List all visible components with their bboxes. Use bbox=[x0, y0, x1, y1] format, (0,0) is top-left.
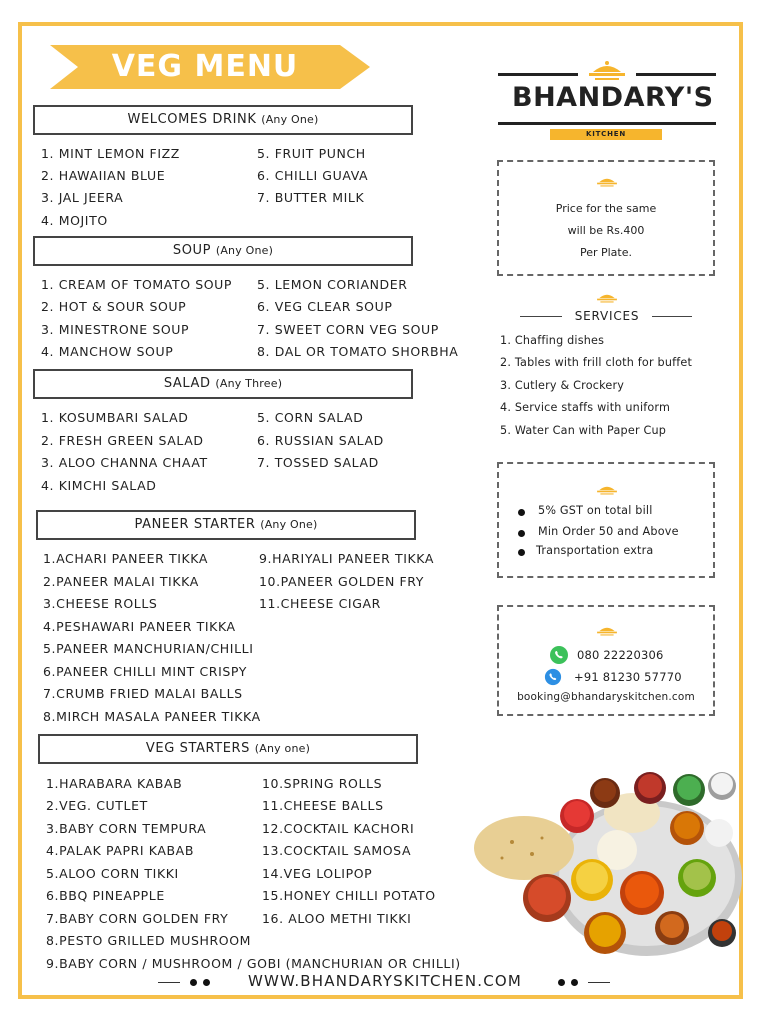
menu-item: 16. ALOO METHI TIKKI bbox=[262, 911, 412, 926]
phone-icon bbox=[544, 668, 562, 686]
brand-name: BHANDARY'S bbox=[512, 82, 714, 113]
section-header-soup bbox=[33, 236, 413, 266]
price-text: Price for the same bbox=[555, 202, 657, 215]
price-text: Per Plate. bbox=[579, 246, 633, 259]
section-header-veg-starters bbox=[38, 734, 418, 764]
menu-item: 15.HONEY CHILLI POTATO bbox=[262, 888, 436, 903]
menu-item: 11.CHEESE CIGAR bbox=[259, 596, 381, 611]
price-text: will be Rs.400 bbox=[567, 224, 645, 237]
menu-item: 3.BABY CORN TEMPURA bbox=[46, 821, 207, 836]
menu-item: 4. MOJITO bbox=[41, 213, 108, 228]
menu-item: 8.PESTO GRILLED MUSHROOM bbox=[46, 933, 252, 948]
service-item: 5. Water Can with Paper Cup bbox=[500, 424, 667, 437]
menu-item: 1. CREAM OF TOMATO SOUP bbox=[41, 277, 233, 292]
note-item: 5% GST on total bill bbox=[538, 504, 653, 517]
section-header-salad bbox=[33, 369, 413, 399]
divider-line bbox=[520, 316, 562, 317]
menu-item: 2. HOT & SOUR SOUP bbox=[41, 299, 187, 314]
menu-item: 1.HARABARA KABAB bbox=[46, 776, 183, 791]
menu-item: 3. MINESTRONE SOUP bbox=[41, 322, 190, 337]
section-subtitle: (Any one) bbox=[254, 742, 311, 755]
thali-food-image bbox=[472, 768, 742, 968]
menu-item: 4.PESHAWARI PANEER TIKKA bbox=[43, 619, 236, 634]
menu-item: 3. JAL JEERA bbox=[41, 190, 124, 205]
note-item: Transportation extra bbox=[536, 544, 654, 557]
email-address: booking@bhandaryskitchen.com bbox=[517, 691, 695, 703]
section-subtitle: (Any Three) bbox=[215, 377, 283, 390]
serving-dish-icon bbox=[596, 290, 618, 304]
section-title: VEG STARTERS bbox=[145, 741, 251, 756]
menu-item: 7. TOSSED SALAD bbox=[257, 455, 379, 470]
bullet-icon bbox=[518, 509, 525, 516]
service-item: 4. Service staffs with uniform bbox=[500, 401, 671, 414]
menu-item: 11.CHEESE BALLS bbox=[262, 798, 384, 813]
bullet-icon bbox=[518, 530, 525, 537]
menu-item: 7. SWEET CORN VEG SOUP bbox=[257, 322, 439, 337]
menu-item: 6.BBQ PINEAPPLE bbox=[46, 888, 165, 903]
menu-item: 2. HAWAIIAN BLUE bbox=[41, 168, 166, 183]
menu-item: 6. CHILLI GUAVA bbox=[257, 168, 369, 183]
dot-icon bbox=[571, 979, 578, 986]
contact-box bbox=[497, 605, 715, 716]
bullet-icon bbox=[518, 549, 525, 556]
serving-dish-icon bbox=[596, 482, 618, 496]
menu-item: 13.COCKTAIL SAMOSA bbox=[262, 843, 412, 858]
menu-item: 12.COCKTAIL KACHORI bbox=[262, 821, 415, 836]
menu-item: 6. RUSSIAN SALAD bbox=[257, 433, 384, 448]
menu-item: 9.HARIYALI PANEER TIKKA bbox=[259, 551, 435, 566]
dot-icon bbox=[558, 979, 565, 986]
menu-item: 4. KIMCHI SALAD bbox=[41, 478, 157, 493]
divider-line bbox=[588, 982, 610, 983]
page-title: VEG MENU bbox=[111, 49, 299, 84]
menu-item: 10.PANEER GOLDEN FRY bbox=[259, 574, 425, 589]
menu-item: 14.VEG LOLIPOP bbox=[262, 866, 373, 881]
menu-item: 8. DAL OR TOMATO SHORBHA bbox=[257, 344, 459, 359]
whatsapp-number: 080 22220306 bbox=[577, 648, 664, 662]
menu-item: 8.MIRCH MASALA PANEER TIKKA bbox=[43, 709, 261, 724]
section-subtitle: (Any One) bbox=[260, 518, 318, 531]
website-url[interactable]: WWW.BHANDARYSKITCHEN.COM bbox=[247, 972, 523, 990]
menu-item: 7. BUTTER MILK bbox=[257, 190, 365, 205]
whatsapp-icon bbox=[549, 645, 569, 665]
section-subtitle: (Any One) bbox=[215, 244, 274, 257]
menu-item: 5.PANEER MANCHURIAN/CHILLI bbox=[43, 641, 254, 656]
services-title: SERVICES bbox=[574, 309, 640, 323]
logo-line-left bbox=[498, 73, 578, 76]
brand-tagline: KITCHEN bbox=[550, 129, 662, 140]
menu-item: 5. FRUIT PUNCH bbox=[257, 146, 366, 161]
menu-item: 5. CORN SALAD bbox=[257, 410, 364, 425]
menu-item: 10.SPRING ROLLS bbox=[262, 776, 383, 791]
service-item: 3. Cutlery & Crockery bbox=[500, 379, 625, 392]
section-title: SOUP bbox=[172, 243, 212, 258]
section-title: WELCOMES DRINK bbox=[127, 112, 257, 127]
note-item: Min Order 50 and Above bbox=[538, 525, 679, 538]
menu-item: 6. VEG CLEAR SOUP bbox=[257, 299, 393, 314]
section-header-drinks bbox=[33, 105, 413, 135]
menu-item: 1.ACHARI PANEER TIKKA bbox=[43, 551, 209, 566]
menu-item: 7.BABY CORN GOLDEN FRY bbox=[46, 911, 229, 926]
menu-item: 2.VEG. CUTLET bbox=[46, 798, 148, 813]
service-item: 1. Chaffing dishes bbox=[500, 334, 605, 347]
serving-dish-icon bbox=[596, 174, 618, 188]
menu-item: 4. MANCHOW SOUP bbox=[41, 344, 174, 359]
menu-item: 1. KOSUMBARI SALAD bbox=[41, 410, 189, 425]
notes-box bbox=[497, 462, 715, 578]
menu-item: 6.PANEER CHILLI MINT CRISPY bbox=[43, 664, 247, 679]
menu-item: 3.CHEESE ROLLS bbox=[43, 596, 158, 611]
phone-number: +91 81230 57770 bbox=[574, 670, 682, 684]
menu-item: 7.CRUMB FRIED MALAI BALLS bbox=[43, 686, 243, 701]
service-item: 2. Tables with frill cloth for buffet bbox=[500, 356, 693, 369]
section-subtitle: (Any One) bbox=[261, 113, 319, 126]
menu-item: 3. ALOO CHANNA CHAAT bbox=[41, 455, 208, 470]
menu-item: 1. MINT LEMON FIZZ bbox=[41, 146, 180, 161]
price-box bbox=[497, 160, 715, 276]
section-title: PANEER STARTER bbox=[134, 517, 256, 532]
menu-item: 5. LEMON CORIANDER bbox=[257, 277, 408, 292]
logo-line-right bbox=[636, 73, 716, 76]
section-title: SALAD bbox=[163, 376, 211, 391]
menu-item: 4.PALAK PAPRI KABAB bbox=[46, 843, 194, 858]
logo-line-bottom bbox=[498, 122, 716, 125]
divider-line bbox=[652, 316, 692, 317]
serving-dish-icon bbox=[587, 58, 627, 82]
menu-item: 5.ALOO CORN TIKKI bbox=[46, 866, 179, 881]
section-header-paneer bbox=[36, 510, 416, 540]
menu-item: 2. FRESH GREEN SALAD bbox=[41, 433, 204, 448]
menu-item: 9.BABY CORN / MUSHROOM / GOBI (MANCHURIAN OR CHILLI) bbox=[46, 956, 461, 971]
menu-item: 2.PANEER MALAI TIKKA bbox=[43, 574, 199, 589]
serving-dish-icon bbox=[596, 623, 618, 637]
